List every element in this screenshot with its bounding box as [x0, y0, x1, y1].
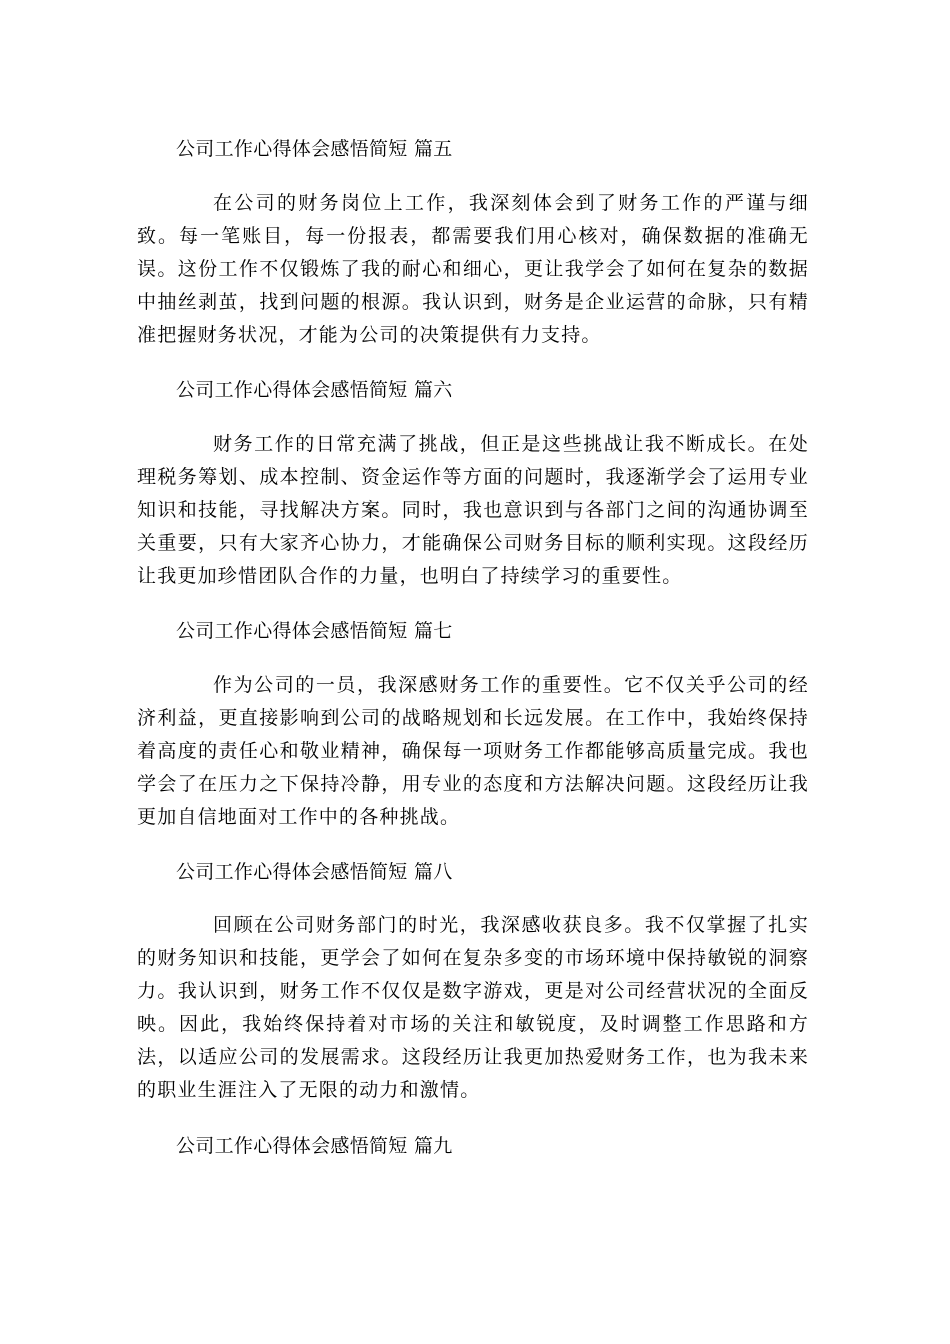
section-heading-5: 公司工作心得体会感悟简短 篇五: [176, 138, 453, 160]
section-body-6: 财务工作的日常充满了挑战，但正是这些挑战让我不断成长。在处理税务筹划、成本控制、资金运作等方面的问题时，我逐渐学会了运用专业知识和技能，寻找解决方案。同时，我也意识到与各部门之间的沟通协调至关重要，只有大家齐心协力，才能确保公司财务目标的顺利实现。这段经历让我更加珍惜团队合作的力量，也明白了持续学习的重要性。: [137, 433, 809, 587]
section-heading-8: 公司工作心得体会感悟简短 篇八: [176, 861, 453, 883]
section-body-7: 作为公司的一员，我深感财务工作的重要性。它不仅关乎公司的经济利益，更直接影响到公司的战略规划和长远发展。在工作中，我始终保持着高度的责任心和敬业精神，确保每一项财务工作都能够高质量完成。我也学会了在压力之下保持冷静，用专业的态度和方法解决问题。这段经历让我更加自信地面对工作中的各种挑战。: [137, 674, 809, 828]
section-heading-7: 公司工作心得体会感悟简短 篇七: [176, 620, 453, 642]
section-heading-9: 公司工作心得体会感悟简短 篇九: [176, 1135, 453, 1157]
section-heading-6: 公司工作心得体会感悟简短 篇六: [176, 379, 453, 401]
section-body-8: 回顾在公司财务部门的时光，我深感收获良多。我不仅掌握了扎实的财务知识和技能，更学会了如何在复杂多变的市场环境中保持敏锐的洞察力。我认识到，财务工作不仅仅是数字游戏，更是对公司经营状况的全面反映。因此，我始终保持着对市场的关注和敏锐度，及时调整工作思路和方法，以适应公司的发展需求。这段经历让我更加热爱财务工作，也为我未来的职业生涯注入了无限的动力和激情。: [137, 914, 809, 1101]
section-body-5: 在公司的财务岗位上工作，我深刻体会到了财务工作的严谨与细致。每一笔账目，每一份报表，都需要我们用心核对，确保数据的准确无误。这份工作不仅锻炼了我的耐心和细心，更让我学会了如何在复杂的数据中抽丝剥茧，找到问题的根源。我认识到，财务是企业运营的命脉，只有精准把握财务状况，才能为公司的决策提供有力支持。: [137, 192, 809, 346]
